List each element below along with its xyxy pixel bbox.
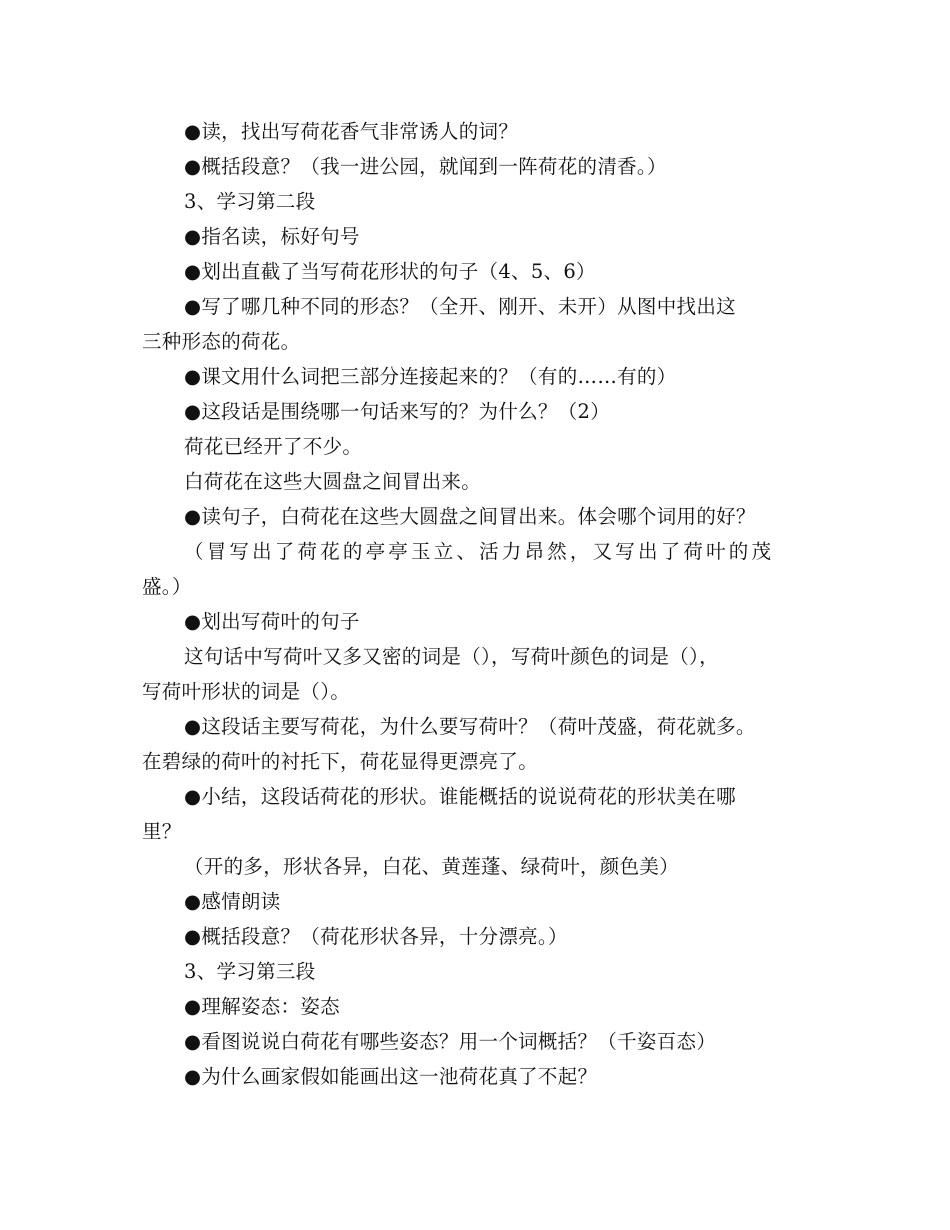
- paragraph-line: 三种形态的荷花。: [142, 330, 301, 353]
- paragraph-line: ●为什么画家假如能画出这一池荷花真了不起？: [184, 1065, 598, 1088]
- section-heading: 3、学习第三段: [184, 960, 316, 983]
- paragraph-line: ●课文用什么词把三部分连接起来的？（有的……有的）: [184, 365, 677, 388]
- paragraph-line: 在碧绿的荷叶的衬托下，荷花显得更漂亮了。: [142, 750, 539, 773]
- paragraph-line: ●指名读，标好句号: [184, 225, 360, 248]
- paragraph-line: 盛。）: [142, 575, 192, 598]
- paragraph-line: 白荷花在这些大圆盘之间冒出来。: [184, 470, 482, 493]
- document-body: [142, 114, 842, 1094]
- paragraph-line: ●读句子，白荷花在这些大圆盘之间冒出来。体会哪个词用的好？: [184, 505, 756, 528]
- paragraph-line: ●写了哪几种不同的形态？（全开、刚开、未开）从图中找出这: [184, 295, 736, 318]
- paragraph-line: 写荷叶形状的词是（）。: [142, 680, 351, 703]
- paragraph-line: ●这段话主要写荷花，为什么要写荷叶？（荷叶茂盛，荷花就多。: [184, 715, 756, 738]
- paragraph-line: ●划出写荷叶的句子: [184, 610, 360, 633]
- paragraph-line: ●划出直截了当写荷花形状的句子（4、5、6）: [184, 260, 596, 283]
- paragraph-line: ●理解姿态：姿态: [184, 995, 340, 1018]
- paragraph-line: 里？: [142, 820, 182, 843]
- paragraph-line: ●读，找出写荷花香气非常诱人的词？: [184, 120, 519, 143]
- section-heading: 3、学习第二段: [184, 190, 316, 213]
- paragraph-line: （开的多，形状各异，白花、黄莲蓬、绿荷叶，颜色美）: [184, 855, 680, 878]
- paragraph-line: ●感情朗读: [184, 890, 281, 913]
- paragraph-line: 这句话中写荷叶又多又密的词是（），写荷叶颜色的词是（），: [184, 645, 719, 668]
- paragraph-line: ●小结，这段话荷花的形状。谁能概括的说说荷花的形状美在哪: [184, 785, 736, 808]
- paragraph-line: （冒写出了荷花的亭亭玉立、活力昂然，又写出了荷叶的茂: [184, 540, 775, 563]
- paragraph-line: ●看图说说白荷花有哪些姿态？用一个词概括？（千姿百态）: [184, 1030, 717, 1053]
- paragraph-line: ●这段话是围绕哪一句话来写的？为什么？（2）: [184, 400, 611, 423]
- paragraph-line: ●概括段意？（我一进公园，就闻到一阵荷花的清香。）: [184, 155, 667, 178]
- paragraph-line: 荷花已经开了不少。: [184, 435, 363, 458]
- paragraph-line: ●概括段意？（荷花形状各异，十分漂亮。）: [184, 925, 568, 948]
